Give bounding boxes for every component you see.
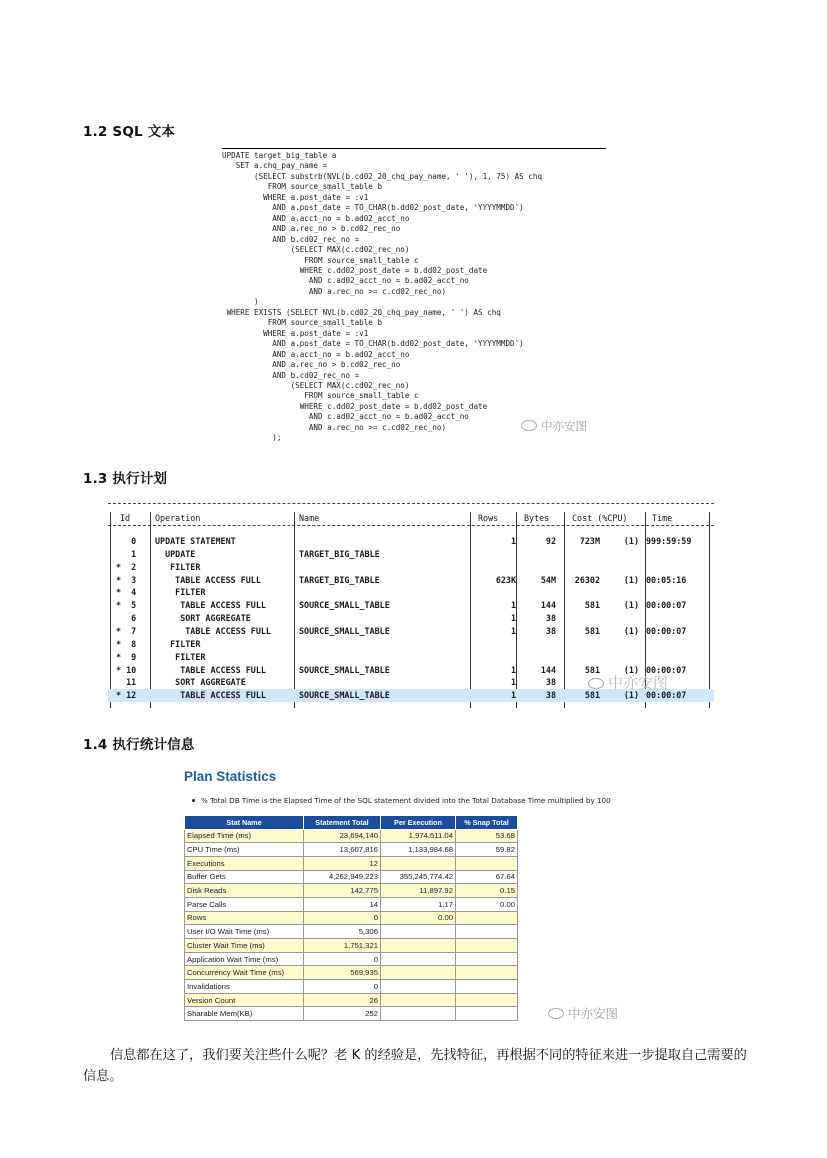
sql-code: UPDATE target_big_table a SET a.chq_pay_name = (SELECT substrb(NVL(b.cd02_20_chq_pay_name, ' '), 1, 75) AS chq FROM source_small_table b WHERE a.post_date = :v1 AND a.post_date = TO_CHAR(b.dd02_post_date, 'YYYYMMDD') AND a.acct_no = b.ad02_acct_no AND a.rec_no > b.cd02_rec_no AND b.cd02_rec_no = (SELECT MAX(c.cd02_rec_no) FROM source_small_table c WHERE c.dd02_post_date = b.dd02_post_date AND c.ad02_acct_no = b.ad02_acct_no AND a.rec_no >= c.cd02_rec_no) ) WHERE EXISTS (SELECT NVL(b.cd02_20_chq_pay_name, ' ') AS chq FROM source_small_table b WHERE a.post_date = :v1 AND a.post_date = TO_CHAR(b.dd02_post_date, 'YYYYMMDD') AND a.acct_no = b.ad02_acct_no AND a.rec_no > b.cd02_rec_no AND b.cd02_rec_no = (SELECT MAX(c.cd02_rec_no) FROM source_small_table c WHERE c.dd02_post_date = b.dd02_post_date AND c.ad02_acct_no = b.ad02_acct_no AND a.rec_no >= c.cd02_rec_no) ); <box>222 151 543 443</box>
stats-value-cell: 14 <box>304 897 381 911</box>
plan-cell-cost: 581 <box>584 690 600 701</box>
plan-cell-cost: 26302 <box>574 574 600 585</box>
sql-code-block <box>222 148 606 444</box>
plan-cell-name: SOURCE_SMALL_TABLE <box>299 600 390 611</box>
stats-row <box>185 911 518 925</box>
watermark <box>521 418 587 434</box>
plan-cell-rows: 1 <box>510 664 516 675</box>
stats-name-cell: Sharable Mem(KB) <box>185 1007 304 1021</box>
plan-cell-rows: 1 <box>510 536 516 546</box>
plan-cell-bytes: 144 <box>540 600 556 611</box>
stats-value-cell: 0 <box>304 911 381 925</box>
plan-cell-id: * 9 <box>116 651 137 662</box>
plan-header-cell: Time <box>652 513 673 523</box>
plan-header-cell: Id <box>120 513 131 523</box>
plan-cell-time: 00:00:07 <box>646 600 687 611</box>
plan-cell-op: FILTER <box>155 651 206 662</box>
stats-value-cell: 12 <box>304 856 381 870</box>
plan-header-cell: Operation <box>155 513 201 523</box>
plan-cell-time: 00:05:16 <box>646 574 687 585</box>
stats-value-cell: 4,262,949,223 <box>304 870 381 884</box>
stats-name-cell: Parse Calls <box>185 897 304 911</box>
plan-cell-name: SOURCE_SMALL_TABLE <box>299 690 390 701</box>
stats-row <box>185 884 518 898</box>
heading-execution-plan: 1.3 执行计划 <box>83 471 168 487</box>
plan-dashed-rule <box>108 503 714 504</box>
plan-cell-rows: 1 <box>510 600 516 611</box>
stats-row <box>185 993 518 1007</box>
plan-cell-op: TABLE ACCESS FULL <box>155 690 266 701</box>
stats-value-cell <box>456 966 518 980</box>
stats-value-cell <box>456 925 518 939</box>
watermark-plan <box>588 672 668 693</box>
stats-row <box>185 897 518 911</box>
plan-cell-id: * 3 <box>116 574 137 585</box>
heading-sql-text: 1.2 SQL 文本 <box>83 124 176 140</box>
plan-cell-bytes: 92 <box>545 536 556 546</box>
stats-value-cell <box>381 1007 456 1021</box>
stats-name-cell: User I/O Wait Time (ms) <box>185 925 304 939</box>
wechat-icon <box>548 1008 564 1019</box>
plan-row <box>108 535 714 548</box>
plan-cell-cost: 581 <box>584 625 600 636</box>
stats-value-cell <box>381 925 456 939</box>
stats-value-cell: 1.17 <box>381 897 456 911</box>
plan-cell-op: TABLE ACCESS FULL <box>155 600 266 611</box>
plan-cell-cpu: (1) <box>623 664 639 675</box>
stats-value-cell: 23,694,140 <box>304 829 381 843</box>
watermark-stats <box>548 1004 618 1022</box>
stats-name-cell: Cluster Wait Time (ms) <box>185 939 304 953</box>
watermark-text: 中亦安图 <box>541 419 587 433</box>
plan-cell-time: 00:00:07 <box>646 664 687 675</box>
plan-cell-cpu: (1) <box>623 690 639 701</box>
stats-value-cell <box>456 993 518 1007</box>
stats-name-cell: Concurrency Wait Time (ms) <box>185 966 304 980</box>
stats-value-cell <box>456 980 518 994</box>
plan-statistics-note: % Total DB Time is the Elapsed Time of the SQL statement divided into the Total Database Time multiplied by 100 <box>201 796 611 805</box>
plan-header-row <box>108 512 714 525</box>
stats-value-cell: 1,133,984.68 <box>381 843 456 857</box>
plan-dashed-rule <box>108 525 714 526</box>
plan-cell-id: * 5 <box>116 600 137 611</box>
stats-name-cell: Version Count <box>185 993 304 1007</box>
stats-value-cell <box>456 952 518 966</box>
stats-name-cell: Rows <box>185 911 304 925</box>
stats-value-cell: 569,935 <box>304 966 381 980</box>
stats-row <box>185 870 518 884</box>
plan-cell-name: TARGET_BIG_TABLE <box>299 548 380 559</box>
plan-cell-op: SORT AGGREGATE <box>155 677 246 688</box>
stats-value-cell: 0 <box>304 980 381 994</box>
plan-cell-name: SOURCE_SMALL_TABLE <box>299 625 390 636</box>
stats-header-cell: Per Execution <box>381 816 456 830</box>
stats-value-cell: 355,245,774.42 <box>381 870 456 884</box>
stats-header-cell: % Snap Total <box>456 816 518 830</box>
stats-header-cell: Statement Total <box>304 816 381 830</box>
stats-value-cell: 252 <box>304 1007 381 1021</box>
stats-value-cell: 59.82 <box>456 843 518 857</box>
plan-cell-op: UPDATE STATEMENT <box>155 536 236 546</box>
stats-value-cell: 1,751,321 <box>304 939 381 953</box>
plan-statistics-panel <box>181 765 651 1030</box>
stats-row <box>185 843 518 857</box>
plan-row <box>108 625 714 638</box>
plan-cell-op: FILTER <box>155 638 201 649</box>
plan-row <box>108 638 714 651</box>
plan-cell-cpu: (1) <box>623 600 639 611</box>
stats-value-cell: 5,306 <box>304 925 381 939</box>
plan-row <box>108 651 714 664</box>
plan-cell-op: TABLE ACCESS FULL <box>155 574 261 585</box>
plan-row <box>108 599 714 612</box>
stats-value-cell: 1,974,511.04 <box>381 829 456 843</box>
stats-value-cell <box>456 856 518 870</box>
stats-row <box>185 980 518 994</box>
stats-row <box>185 952 518 966</box>
stats-name-cell: Application Wait Time (ms) <box>185 952 304 966</box>
stats-value-cell <box>456 939 518 953</box>
plan-cell-op: TABLE ACCESS FULL <box>155 625 271 636</box>
plan-header-cell: Bytes <box>524 513 550 523</box>
heading-execution-stats: 1.4 执行统计信息 <box>83 737 195 753</box>
plan-cell-bytes: 54M <box>540 574 556 585</box>
plan-cell-rows: 1 <box>510 613 516 624</box>
plan-cell-op: UPDATE <box>155 548 196 559</box>
stats-name-cell: Invalidations <box>185 980 304 994</box>
stats-row <box>185 829 518 843</box>
plan-cell-id: 11 <box>116 677 137 688</box>
stats-name-cell: Executions <box>185 856 304 870</box>
wechat-icon <box>521 420 537 431</box>
plan-cell-bytes: 38 <box>545 690 556 701</box>
plan-cell-id: * 12 <box>116 690 137 701</box>
plan-cell-id: 0 <box>116 536 137 546</box>
plan-cell-bytes: 38 <box>545 625 556 636</box>
plan-cell-time: 00:00:07 <box>646 625 687 636</box>
stats-value-cell: 26 <box>304 993 381 1007</box>
plan-cell-time: 999:59:59 <box>646 536 692 546</box>
plan-statistics-title: Plan Statistics <box>184 769 277 784</box>
plan-cell-op: TABLE ACCESS FULL <box>155 664 266 675</box>
plan-cell-cpu: (1) <box>623 574 639 585</box>
plan-cell-rows: 623K <box>495 574 516 585</box>
stats-value-cell: 142,775 <box>304 884 381 898</box>
plan-header-cell: Name <box>299 513 320 523</box>
plan-cell-bytes: 38 <box>545 677 556 688</box>
plan-statistics-table <box>184 815 518 1021</box>
stats-value-cell: 0.00 <box>381 911 456 925</box>
plan-cell-id: 6 <box>116 613 137 624</box>
plan-row <box>108 561 714 574</box>
stats-value-cell: 0.00 <box>456 897 518 911</box>
stats-value-cell: 53.68 <box>456 829 518 843</box>
plan-row <box>108 586 714 599</box>
plan-cell-bytes: 144 <box>540 664 556 675</box>
stats-value-cell: 11,897.92 <box>381 884 456 898</box>
stats-header-cell: Stat Name <box>185 816 304 830</box>
plan-cell-id: * 7 <box>116 625 137 636</box>
plan-header-cell: Rows <box>478 513 499 523</box>
stats-value-cell <box>381 980 456 994</box>
stats-row <box>185 939 518 953</box>
stats-name-cell: Elapsed Time (ms) <box>185 829 304 843</box>
plan-header-cell: Cost (%CPU) <box>572 513 628 523</box>
stats-value-cell: 67.64 <box>456 870 518 884</box>
stats-value-cell: 0 <box>304 952 381 966</box>
plan-cell-id: * 8 <box>116 638 137 649</box>
plan-cell-cpu: (1) <box>623 625 639 636</box>
stats-value-cell <box>456 911 518 925</box>
plan-row <box>108 574 714 587</box>
plan-cell-cost: 723M <box>579 536 600 546</box>
stats-value-cell <box>381 966 456 980</box>
plan-cell-id: * 10 <box>116 664 137 675</box>
stats-row <box>185 925 518 939</box>
stats-value-cell <box>381 952 456 966</box>
plan-cell-rows: 1 <box>510 677 516 688</box>
body-paragraph: 信息都在这了，我们要关注些什么呢？老 K 的经验是，先找特征，再根据不同的特征来进一步提取自己需要的信息。 <box>83 1048 747 1084</box>
plan-cell-cost: 581 <box>584 600 600 611</box>
watermark-text: 中亦安图 <box>608 674 669 692</box>
stats-row <box>185 856 518 870</box>
plan-cell-time: 00:00:07 <box>646 690 687 701</box>
plan-cell-op: FILTER <box>155 561 201 572</box>
plan-cell-op: FILTER <box>155 587 206 598</box>
stats-row <box>185 966 518 980</box>
stats-value-cell <box>456 1007 518 1021</box>
plan-cell-id: * 4 <box>116 587 137 598</box>
plan-cell-bytes: 38 <box>545 613 556 624</box>
plan-row <box>108 612 714 625</box>
plan-cell-rows: 1 <box>510 625 516 636</box>
plan-cell-id: 1 <box>116 548 137 559</box>
plan-cell-id: * 2 <box>116 561 137 572</box>
stats-name-cell: Buffer Gets <box>185 870 304 884</box>
plan-cell-name: SOURCE_SMALL_TABLE <box>299 664 390 675</box>
stats-value-cell: 0.15 <box>456 884 518 898</box>
plan-cell-cpu: (1) <box>623 536 639 546</box>
stats-name-cell: CPU Time (ms) <box>185 843 304 857</box>
watermark-text: 中亦安图 <box>568 1006 619 1021</box>
plan-cell-cost: 581 <box>584 664 600 675</box>
stats-name-cell: Disk Reads <box>185 884 304 898</box>
stats-value-cell <box>381 856 456 870</box>
plan-cell-op: SORT AGGREGATE <box>155 613 251 624</box>
plan-row <box>108 548 714 561</box>
stats-value-cell <box>381 993 456 1007</box>
plan-cell-name: TARGET_BIG_TABLE <box>299 574 380 585</box>
stats-value-cell: 13,607,816 <box>304 843 381 857</box>
wechat-icon <box>588 678 604 689</box>
stats-value-cell <box>381 939 456 953</box>
stats-row <box>185 1007 518 1021</box>
plan-cell-rows: 1 <box>510 690 516 701</box>
